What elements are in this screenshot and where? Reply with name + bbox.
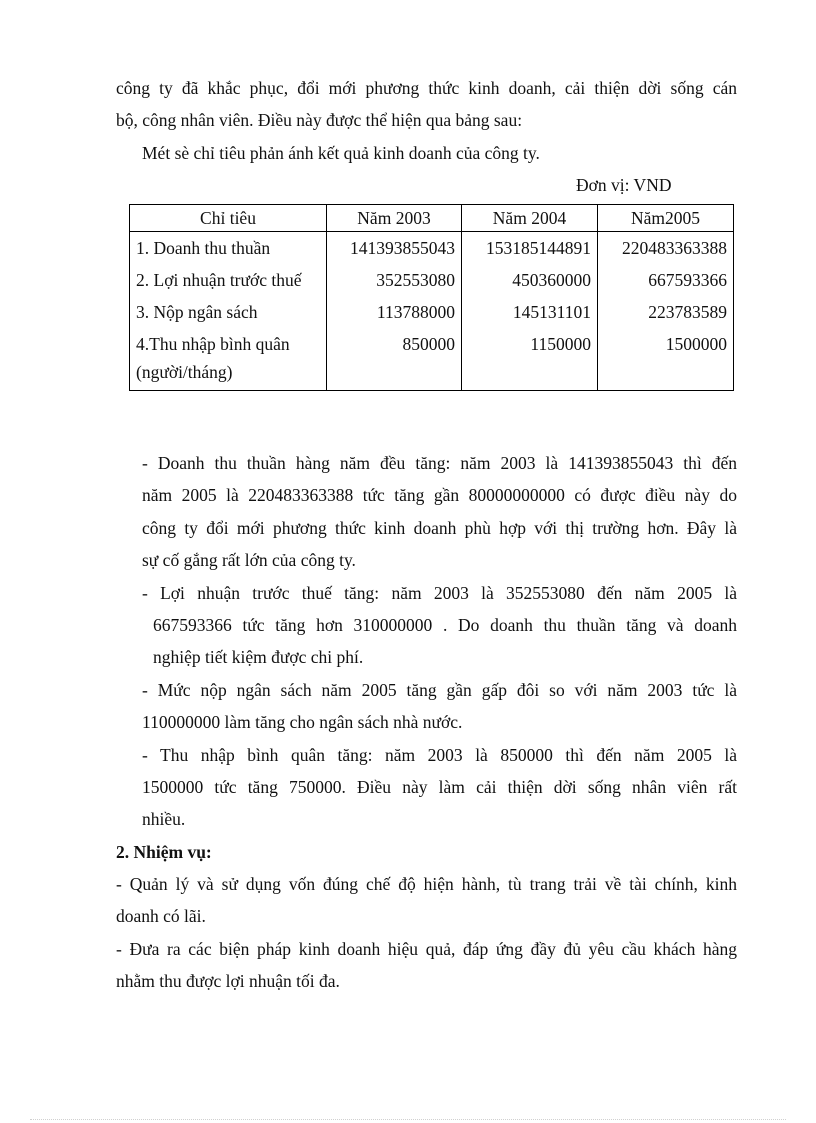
cell-2004: 153185144891 — [462, 232, 598, 265]
page-bottom-rule — [30, 1119, 786, 1120]
duty-1-line-1: - Quản lý và sử dụng vốn đúng chế độ hiện hành, tù trang trải về tài chính, kinh — [116, 874, 737, 894]
row-label: 4.Thu nhập bình quân — [130, 328, 327, 360]
cell-2003: 352553080 — [327, 264, 462, 296]
bullet-revenue-line-2: năm 2005 là 220483363388 tức tăng gần 80000000000 có được điều này do — [142, 485, 737, 505]
cell-2003: 850000 — [327, 328, 462, 360]
unit-label: Đơn vị: VND — [576, 175, 672, 195]
intro-line-1: công ty đã khắc phục, đổi mới phương thức kinh doanh, cải thiện dời sống cán — [116, 78, 737, 98]
cell-2005: 223783589 — [598, 296, 734, 328]
bullet-income-line-3: nhiều. — [142, 809, 186, 829]
table-header-row — [130, 205, 734, 232]
bullet-budget-line-1: - Mức nộp ngân sách năm 2005 tăng gần gấp đôi so với năm 2003 tức là — [142, 680, 737, 700]
bullet-profit-line-3: nghiệp tiết kiệm được chi phí. — [153, 647, 364, 667]
bullet-income-line-1: - Thu nhập bình quân tăng: năm 2003 là 850000 thì đến năm 2005 là — [142, 745, 737, 765]
row-label: 1. Doanh thu thuần — [130, 232, 327, 265]
duty-1-line-2: doanh có lãi. — [116, 906, 206, 926]
cell-2005: 220483363388 — [598, 232, 734, 265]
table-row — [130, 296, 734, 328]
cell-2004: 1150000 — [462, 328, 598, 360]
cell-2004: 450360000 — [462, 264, 598, 296]
duty-2-line-2: nhằm thu được lợi nhuận tối đa. — [116, 971, 340, 991]
bullet-revenue-line-4: sự cố gắng rất lớn của công ty. — [142, 550, 356, 570]
bullet-revenue-line-1: - Doanh thu thuần hàng năm đều tăng: năm 2003 là 141393855043 thì đến — [142, 453, 737, 473]
bullet-profit-line-2: 667593366 tức tăng hơn 310000000 . Do doanh thu thuần tăng và doanh — [153, 615, 737, 635]
cell-2003: 141393855043 — [327, 232, 462, 265]
header-2005: Năm2005 — [598, 205, 734, 232]
bullet-income-line-2: 1500000 tức tăng 750000. Điều này làm cải thiện dời sống nhân viên rất — [142, 777, 737, 797]
table-caption: Mét sè chỉ tiêu phản ánh kết quả kinh doanh của công ty. — [142, 143, 540, 163]
header-2004: Năm 2004 — [462, 205, 598, 232]
cell-2005: 667593366 — [598, 264, 734, 296]
bullet-budget-line-2: 110000000 làm tăng cho ngân sách nhà nước. — [142, 712, 463, 732]
table-row — [130, 328, 734, 360]
table-row — [130, 264, 734, 296]
bullet-revenue-line-3: công ty đổi mới phương thức kinh doanh phù hợp với thị trường hơn. Đây là — [142, 518, 737, 538]
cell-2005: 1500000 — [598, 328, 734, 360]
intro-line-2: bộ, công nhân viên. Điều này được thể hiện qua bảng sau: — [116, 110, 523, 130]
table-row — [130, 232, 734, 265]
row-label: 2. Lợi nhuận trước thuế — [130, 264, 327, 296]
cell-2003: 113788000 — [327, 296, 462, 328]
header-2003: Năm 2003 — [327, 205, 462, 232]
results-table — [129, 204, 734, 391]
table-row-continuation — [130, 360, 734, 391]
row-label-continuation: (người/tháng) — [130, 360, 327, 391]
cell-2004: 145131101 — [462, 296, 598, 328]
bullet-profit-line-1: - Lợi nhuận trước thuế tăng: năm 2003 là 352553080 đến năm 2005 là — [142, 583, 737, 603]
duty-2-line-1: - Đưa ra các biện pháp kinh doanh hiệu quả, đáp ứng đầy đủ yêu cầu khách hàng — [116, 939, 737, 959]
header-indicator: Chỉ tiêu — [130, 205, 327, 232]
row-label: 3. Nộp ngân sách — [130, 296, 327, 328]
section-heading: 2. Nhiệm vụ: — [116, 842, 212, 862]
